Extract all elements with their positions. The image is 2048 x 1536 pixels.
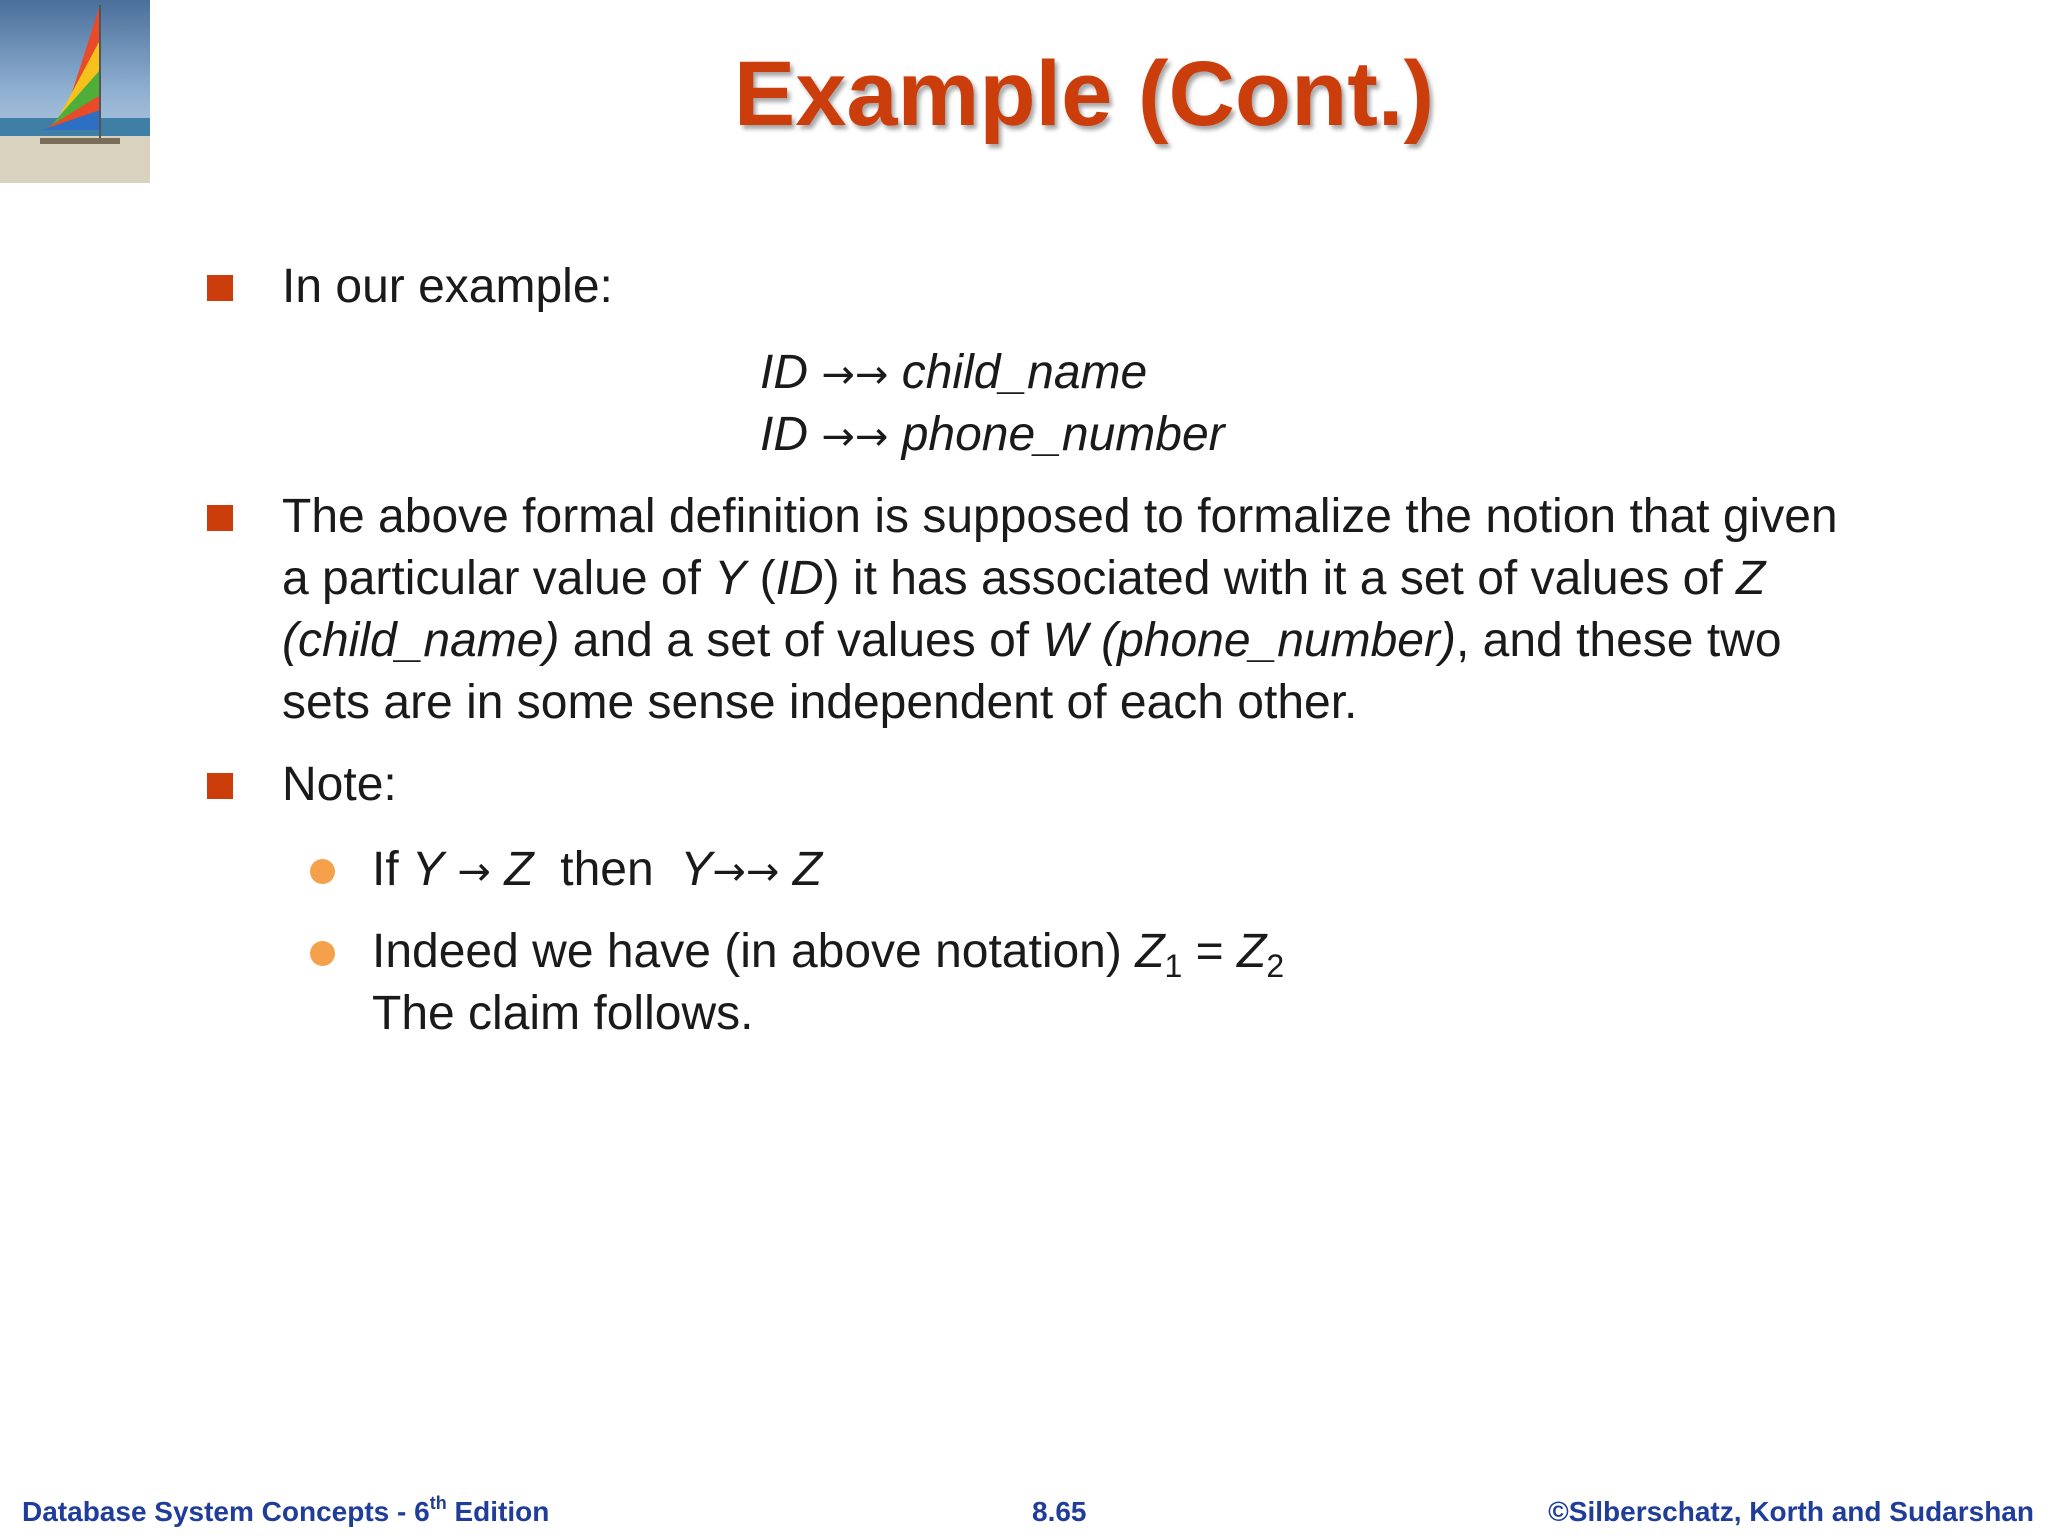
text-run: If (372, 843, 413, 896)
mvd-arrow-icon: →→ (821, 352, 889, 398)
superscript: th (429, 1493, 447, 1513)
var-z: Z (504, 843, 534, 896)
subscript: 2 (1266, 948, 1285, 984)
mvd-arrow-icon: →→ (712, 849, 780, 895)
mvd2-lhs: ID (760, 408, 808, 461)
page-number: 8.65 (1032, 1496, 1087, 1527)
bullet-square-icon (207, 275, 233, 301)
mvd-arrow-icon: →→ (821, 414, 889, 460)
text-run: Indeed we have (in above notation) (372, 925, 1136, 978)
sub-bullet-1 (372, 839, 822, 903)
bullet-2-line-1: The above formal definition is supposed to formalize the notion that given (282, 490, 1838, 543)
text-run: , and these two (1455, 614, 1782, 667)
text-run: a particular value of (282, 552, 715, 605)
var-z: Z (1736, 552, 1766, 605)
mvd-line-1 (760, 342, 1147, 406)
var-id: ID (775, 552, 824, 605)
text-run: Database System Concepts - 6 (22, 1496, 430, 1527)
text-run: Edition (446, 1496, 550, 1527)
bullet-2-line-3 (282, 610, 1782, 672)
text-run: ( (746, 552, 776, 605)
text-run: = (1182, 925, 1238, 978)
bullet-3-text: Note: (282, 758, 397, 811)
footer-left (22, 1493, 550, 1528)
var-y: Y (412, 843, 445, 896)
var-child-name: (child_name) (282, 614, 560, 667)
bullet-square-icon (207, 773, 233, 799)
arrow-icon: → (457, 849, 491, 895)
bullet-1-text: In our example: (282, 260, 613, 313)
text-run: ) it has associated with it a set of values of (823, 552, 1737, 605)
var-z: Z (1237, 925, 1267, 978)
mvd-line-2 (760, 404, 1225, 468)
bullet-dot-icon (310, 859, 335, 884)
slide-title: Example (Cont.) (733, 43, 1435, 145)
bullet-2-line-4: sets are in some sense independent of each other. (282, 676, 1358, 729)
sub-bullet-2-line-1 (372, 921, 1284, 983)
text-run: then (560, 843, 654, 896)
footer-copyright: ©Silberschatz, Korth and Sudarshan (1548, 1496, 2034, 1527)
mvd1-rhs: child_name (901, 346, 1148, 399)
text-run: and a set of values of (559, 614, 1043, 667)
var-z: Z (792, 843, 823, 896)
bullet-square-icon (207, 505, 233, 531)
mvd1-lhs: ID (760, 346, 808, 399)
subscript: 1 (1164, 948, 1183, 984)
bullet-dot-icon (310, 941, 335, 966)
var-y: Y (714, 552, 747, 605)
sub-bullet-2-line-2: The claim follows. (372, 987, 754, 1040)
var-y: Y (680, 843, 713, 896)
mvd2-rhs: phone_number (901, 408, 1225, 461)
bullet-2-line-2 (282, 548, 1765, 610)
var-z: Z (1135, 925, 1165, 978)
var-w: W (phone_number) (1042, 614, 1456, 667)
